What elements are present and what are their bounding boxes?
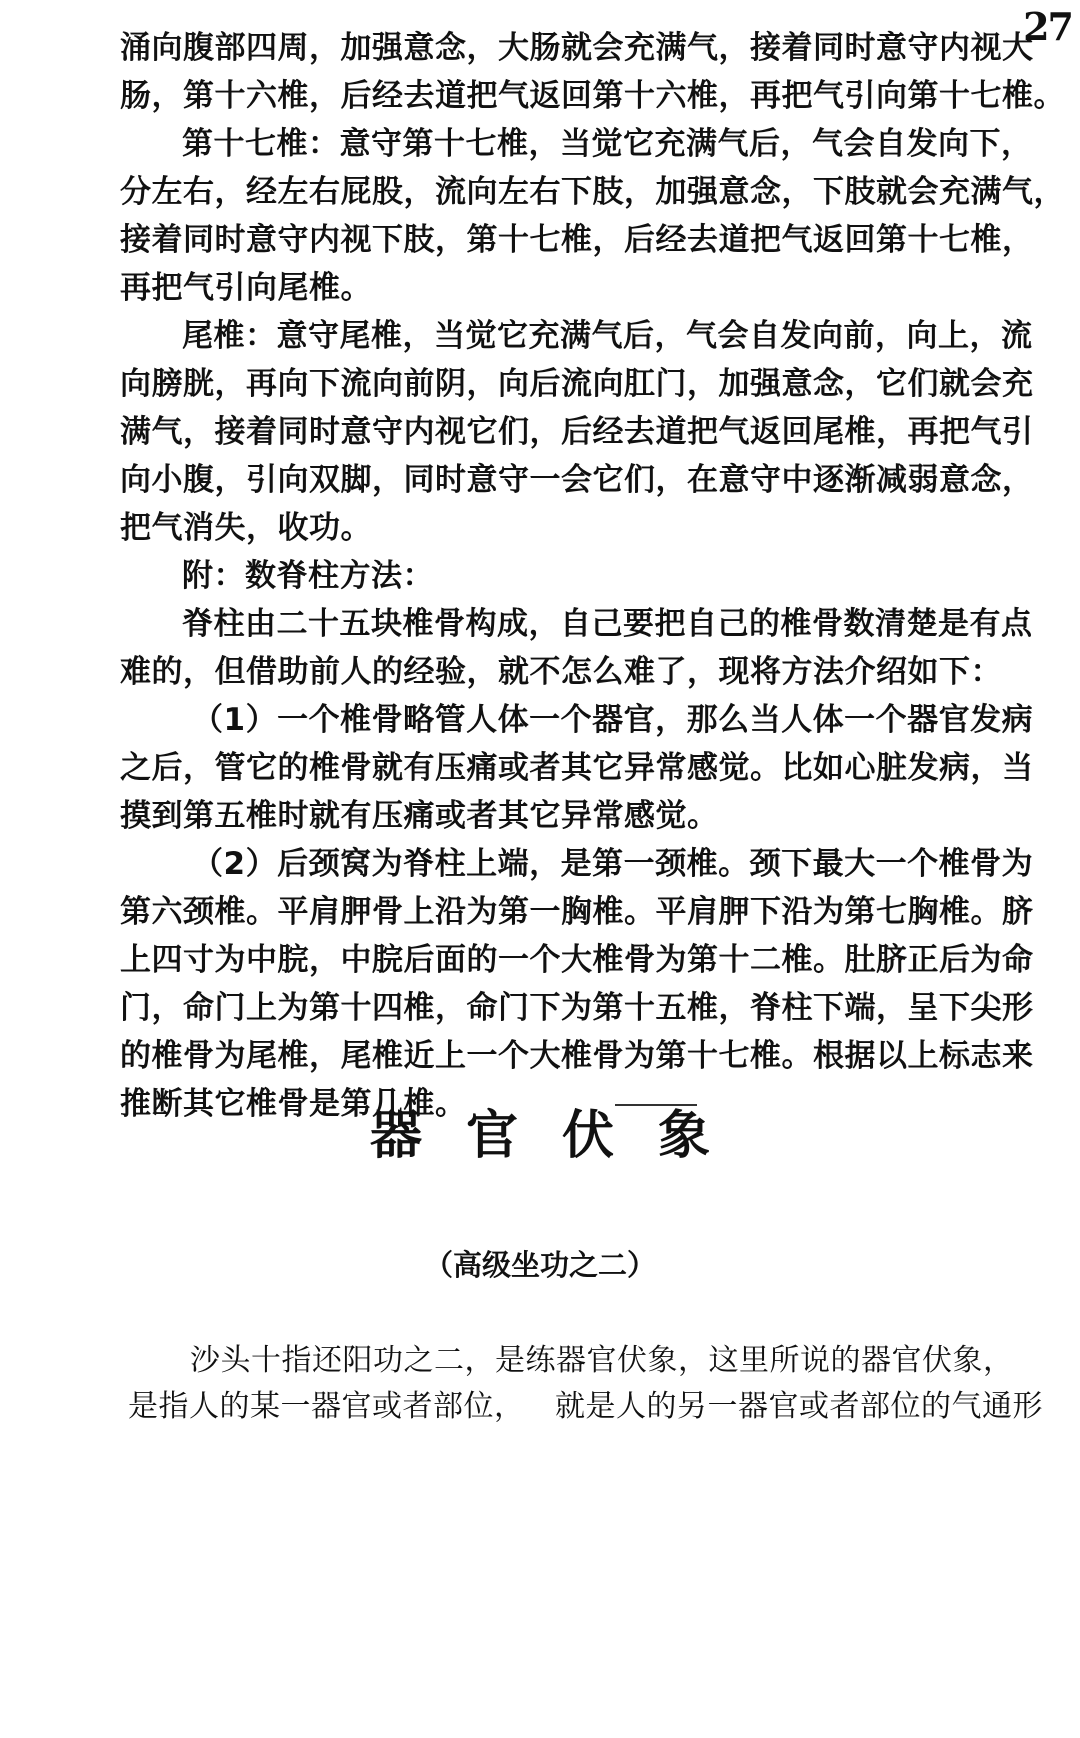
text-segment: 附：数脊柱方法： — [182, 558, 434, 594]
text-segment: 沙头十指还阳功之二，是练器官伏象，这里所说的器官伏象， — [190, 1343, 1014, 1378]
text-segment: 再把气引向第十七椎。 — [750, 78, 1065, 114]
text-line — [120, 840, 1034, 888]
text-segment: 满气，接着同时意守内视它们，后经去道把气返回尾椎， — [120, 414, 908, 450]
text-line — [120, 792, 1030, 840]
text-line — [120, 984, 1034, 1032]
text-segment: 第六颈椎。平肩胛骨上沿为第一胸椎。平肩胛下沿为第七胸椎。 — [120, 894, 1002, 930]
text-line — [120, 1032, 1034, 1080]
text-segment: 摸到第五椎时就有压痛或者其它异常感觉。 — [120, 798, 719, 834]
text-segment: 根据以上标志来 — [813, 1038, 1034, 1074]
text-segment: 气会自发向下， — [812, 126, 1033, 162]
text-line — [120, 744, 1034, 792]
text-line — [120, 24, 1034, 72]
text-segment: 自己要把自己的椎骨数清楚是有点 — [560, 606, 1033, 642]
text-segment: （1）一个椎骨略管人体一个器官， — [192, 702, 687, 738]
text-line — [120, 72, 1065, 120]
text-line — [120, 408, 1034, 456]
text-segment: 涌向腹部四周，加强意念，大肠就会充满气， — [120, 30, 750, 66]
text-line — [120, 456, 1034, 504]
text-line — [128, 1384, 1043, 1430]
text-line — [120, 264, 1030, 312]
text-segment: 把气消失，收功。 — [120, 510, 372, 546]
text-segment: 上四寸为中脘，中脘后面的一个大椎骨为第十二椎。 — [120, 942, 845, 978]
section-subtitle: （高级坐功之二） — [423, 1248, 656, 1282]
text-segment: 在意守中逐渐减弱意念， — [687, 462, 1034, 498]
text-segment: 向膀胱，再向下流向前阴，向后流向肛门，加强意念， — [120, 366, 876, 402]
text-segment: 第十七椎：意守第十七椎，当觉它充满气后， — [182, 126, 812, 162]
text-segment: 推断其它椎骨是第几椎。 — [120, 1086, 467, 1122]
text-line — [120, 312, 1033, 360]
text-segment: 那么当人体一个器官发病 — [686, 702, 1034, 738]
text-line — [120, 360, 1034, 408]
text-segment: 向小腹，引向双脚，同时意守一会它们， — [120, 462, 687, 498]
text-segment: 之后，管它的椎骨就有压痛或者其它异常感觉。比如心脏发病， — [120, 750, 1002, 786]
text-segment: 颈下最大一个椎骨为 — [749, 846, 1034, 882]
text-line — [120, 888, 1034, 936]
text-segment: 脐 — [1002, 894, 1034, 930]
page-number: 27 — [1023, 4, 1072, 49]
lower-text-block — [128, 1338, 1043, 1430]
text-segment: 再把气引向尾椎。 — [120, 270, 372, 306]
text-segment: 就是人的另一器官或者部位的气通形 — [555, 1389, 1043, 1424]
text-line — [120, 600, 1033, 648]
text-segment: 接着同时意守内视下肢，第十七椎， — [120, 222, 624, 258]
appendix-heading — [120, 552, 1030, 600]
text-segment: 后经去道把气返回第十七椎， — [624, 222, 1034, 258]
text-segment: 肚脐正后为命 — [844, 942, 1034, 978]
text-segment: 的椎骨为尾椎，尾椎近上一个大椎骨为第十七椎。 — [120, 1038, 813, 1074]
upper-text-block — [120, 24, 1065, 1128]
text-line — [120, 504, 1030, 552]
text-segment: 分左右，经左右屁股，流向左右下肢，加强意念，下肢就会充满气， — [120, 174, 1065, 210]
text-segment: 接着同时意守内视大 — [750, 30, 1034, 66]
section-title: 器官伏象 — [369, 1105, 754, 1166]
text-line — [120, 120, 1033, 168]
text-line — [120, 936, 1034, 984]
text-segment: 流 — [1001, 318, 1033, 354]
text-line — [128, 1338, 1043, 1384]
text-segment: （2）后颈窝为脊柱上端，是第一颈椎。 — [192, 846, 750, 882]
text-line — [120, 696, 1034, 744]
text-segment: 呈下尖形 — [907, 990, 1034, 1026]
text-segment: 尾椎：意守尾椎，当觉它充满气后，气会自发向前，向上， — [182, 318, 1001, 354]
text-line — [120, 648, 1030, 696]
text-segment: 再把气引 — [907, 414, 1034, 450]
text-segment: 难的，但借助前人的经验，就不怎么难了，现将方法介绍如下： — [120, 654, 1002, 690]
text-segment: 是指人的某一器官或者部位， — [128, 1389, 525, 1424]
text-segment: 脊柱由二十五块椎骨构成， — [182, 606, 560, 642]
text-segment: 它们就会充 — [876, 366, 1034, 402]
text-segment: 肠，第十六椎，后经去道把气返回第十六椎， — [120, 78, 750, 114]
text-line — [120, 168, 1065, 216]
text-segment: 门，命门上为第十四椎，命门下为第十五椎，脊柱下端， — [120, 990, 908, 1026]
text-line — [120, 216, 1034, 264]
text-segment: 当 — [1002, 750, 1034, 786]
